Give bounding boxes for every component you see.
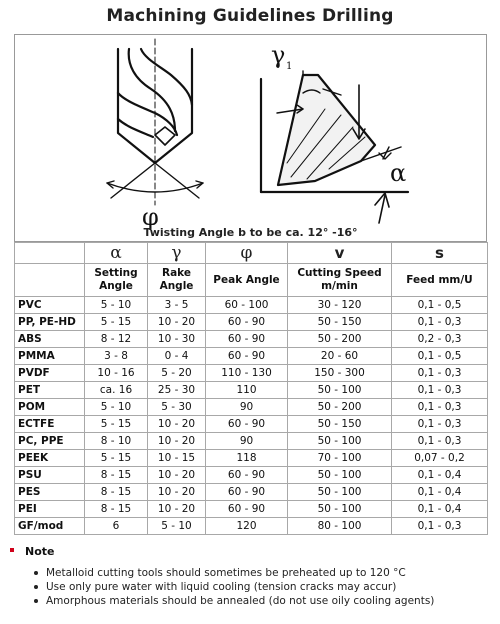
note-heading (10, 545, 54, 558)
table-row (15, 348, 488, 365)
column-header: Rake Angle (148, 264, 206, 297)
value-cell: 0,1 - 0,3 (392, 314, 488, 331)
value-cell: 60 - 90 (206, 501, 288, 518)
symbol-cell: φ (206, 243, 288, 264)
bullet-icon (34, 571, 38, 575)
value-cell: 0,1 - 0,4 (392, 467, 488, 484)
note-text: Use only pure water with liquid cooling (tension cracks may accur) (46, 581, 397, 593)
value-cell: 10 - 15 (148, 450, 206, 467)
material-cell: POM (15, 399, 85, 416)
gamma-subscript: 1 (286, 61, 293, 72)
drill-diagram (14, 34, 487, 242)
value-cell: 5 - 20 (148, 365, 206, 382)
table-row (15, 331, 488, 348)
table-row (15, 382, 488, 399)
material-cell: PSU (15, 467, 85, 484)
red-square-icon (10, 548, 14, 552)
material-cell: PMMA (15, 348, 85, 365)
value-cell: 10 - 20 (148, 314, 206, 331)
value-cell: 110 - 130 (206, 365, 288, 382)
value-cell: 3 - 8 (85, 348, 148, 365)
table-row (15, 467, 488, 484)
value-cell: 20 - 60 (288, 348, 392, 365)
value-cell: 10 - 20 (148, 484, 206, 501)
table-row (15, 484, 488, 501)
note-item (34, 580, 434, 594)
value-cell: 90 (206, 399, 288, 416)
value-cell: 10 - 20 (148, 433, 206, 450)
table-row (15, 365, 488, 382)
symbol-cell: γ (148, 243, 206, 264)
alpha-symbol: α (390, 159, 407, 187)
machining-guidelines-table (14, 242, 488, 535)
column-header: Setting Angle (85, 264, 148, 297)
value-cell: 0,1 - 0,3 (392, 518, 488, 535)
value-cell: 50 - 200 (288, 399, 392, 416)
value-cell: 0,07 - 0,2 (392, 450, 488, 467)
symbol-cell: v (288, 243, 392, 264)
value-cell: 10 - 20 (148, 501, 206, 518)
value-cell: 30 - 120 (288, 297, 392, 314)
value-cell: 5 - 15 (85, 450, 148, 467)
material-cell: PP, PE-HD (15, 314, 85, 331)
value-cell: 5 - 15 (85, 314, 148, 331)
value-cell: 50 - 100 (288, 501, 392, 518)
value-cell: 8 - 12 (85, 331, 148, 348)
material-cell: PES (15, 484, 85, 501)
value-cell: 60 - 90 (206, 348, 288, 365)
value-cell: 10 - 20 (148, 416, 206, 433)
value-cell: 90 (206, 433, 288, 450)
material-cell: PET (15, 382, 85, 399)
symbol-cell: s (392, 243, 488, 264)
value-cell: 60 - 100 (206, 297, 288, 314)
symbol-cell (15, 243, 85, 264)
table-row (15, 450, 488, 467)
table-row (15, 433, 488, 450)
material-cell: GF/mod (15, 518, 85, 535)
material-cell: PC, PPE (15, 433, 85, 450)
note-text: Amorphous materials should be annealed (do not use oily cooling agents) (46, 595, 435, 607)
material-cell: PVC (15, 297, 85, 314)
value-cell: 0,1 - 0,3 (392, 399, 488, 416)
column-header: Cutting Speed m/min (288, 264, 392, 297)
bullet-icon (34, 599, 38, 603)
value-cell: 50 - 100 (288, 467, 392, 484)
table-row (15, 518, 488, 535)
drill-illustration (15, 35, 486, 241)
value-cell: 110 (206, 382, 288, 399)
symbol-cell: α (85, 243, 148, 264)
value-cell: 10 - 30 (148, 331, 206, 348)
value-cell: 50 - 100 (288, 382, 392, 399)
note-item (34, 594, 434, 608)
value-cell: 5 - 15 (85, 416, 148, 433)
value-cell: 80 - 100 (288, 518, 392, 535)
value-cell: 150 - 300 (288, 365, 392, 382)
value-cell: 0,1 - 0,3 (392, 433, 488, 450)
value-cell: 0,1 - 0,5 (392, 297, 488, 314)
value-cell: 50 - 100 (288, 484, 392, 501)
note-text: Metalloid cutting tools should sometimes be preheated up to 120 °C (46, 567, 406, 579)
gamma-symbol: γ (271, 41, 286, 69)
value-cell: 3 - 5 (148, 297, 206, 314)
value-cell: 60 - 90 (206, 467, 288, 484)
value-cell: 50 - 200 (288, 331, 392, 348)
header-row (15, 264, 488, 297)
material-cell: PEI (15, 501, 85, 518)
value-cell: 5 - 10 (85, 297, 148, 314)
value-cell: ca. 16 (85, 382, 148, 399)
table-row (15, 314, 488, 331)
table-body (15, 243, 488, 535)
value-cell: 25 - 30 (148, 382, 206, 399)
table-row (15, 416, 488, 433)
phi-symbol: φ (142, 203, 159, 231)
value-cell: 118 (206, 450, 288, 467)
cutting-edge-section (261, 71, 408, 223)
value-cell: 8 - 15 (85, 467, 148, 484)
value-cell: 60 - 90 (206, 484, 288, 501)
value-cell: 8 - 15 (85, 484, 148, 501)
value-cell: 120 (206, 518, 288, 535)
value-cell: 0,1 - 0,3 (392, 416, 488, 433)
material-cell: ABS (15, 331, 85, 348)
value-cell: 0,2 - 0,3 (392, 331, 488, 348)
value-cell: 10 - 16 (85, 365, 148, 382)
value-cell: 0 - 4 (148, 348, 206, 365)
value-cell: 50 - 100 (288, 433, 392, 450)
symbol-row (15, 243, 488, 264)
material-cell: PEEK (15, 450, 85, 467)
page-title: Machining Guidelines Drilling (106, 6, 394, 26)
value-cell: 6 (85, 518, 148, 535)
value-cell: 5 - 10 (85, 399, 148, 416)
column-header: Feed mm/U (392, 264, 488, 297)
column-header: Peak Angle (206, 264, 288, 297)
table-row (15, 399, 488, 416)
table-row (15, 297, 488, 314)
value-cell: 60 - 90 (206, 416, 288, 433)
drill-bit-shape (107, 39, 203, 205)
value-cell: 50 - 150 (288, 416, 392, 433)
value-cell: 0,1 - 0,4 (392, 501, 488, 518)
value-cell: 70 - 100 (288, 450, 392, 467)
value-cell: 0,1 - 0,3 (392, 382, 488, 399)
value-cell: 60 - 90 (206, 331, 288, 348)
material-cell: PVDF (15, 365, 85, 382)
value-cell: 0,1 - 0,5 (392, 348, 488, 365)
material-cell: ECTFE (15, 416, 85, 433)
bullet-icon (34, 585, 38, 589)
value-cell: 0,1 - 0,3 (392, 365, 488, 382)
value-cell: 5 - 30 (148, 399, 206, 416)
table-row (15, 501, 488, 518)
note-list (34, 566, 434, 608)
column-header (15, 264, 85, 297)
note-label: Note (25, 545, 55, 558)
value-cell: 5 - 10 (148, 518, 206, 535)
note-item (34, 566, 434, 580)
value-cell: 60 - 90 (206, 314, 288, 331)
value-cell: 8 - 10 (85, 433, 148, 450)
value-cell: 50 - 150 (288, 314, 392, 331)
value-cell: 0,1 - 0,4 (392, 484, 488, 501)
figure-caption: Twisting Angle b to be ca. 12° -16° (143, 226, 358, 239)
value-cell: 8 - 15 (85, 501, 148, 518)
value-cell: 10 - 20 (148, 467, 206, 484)
